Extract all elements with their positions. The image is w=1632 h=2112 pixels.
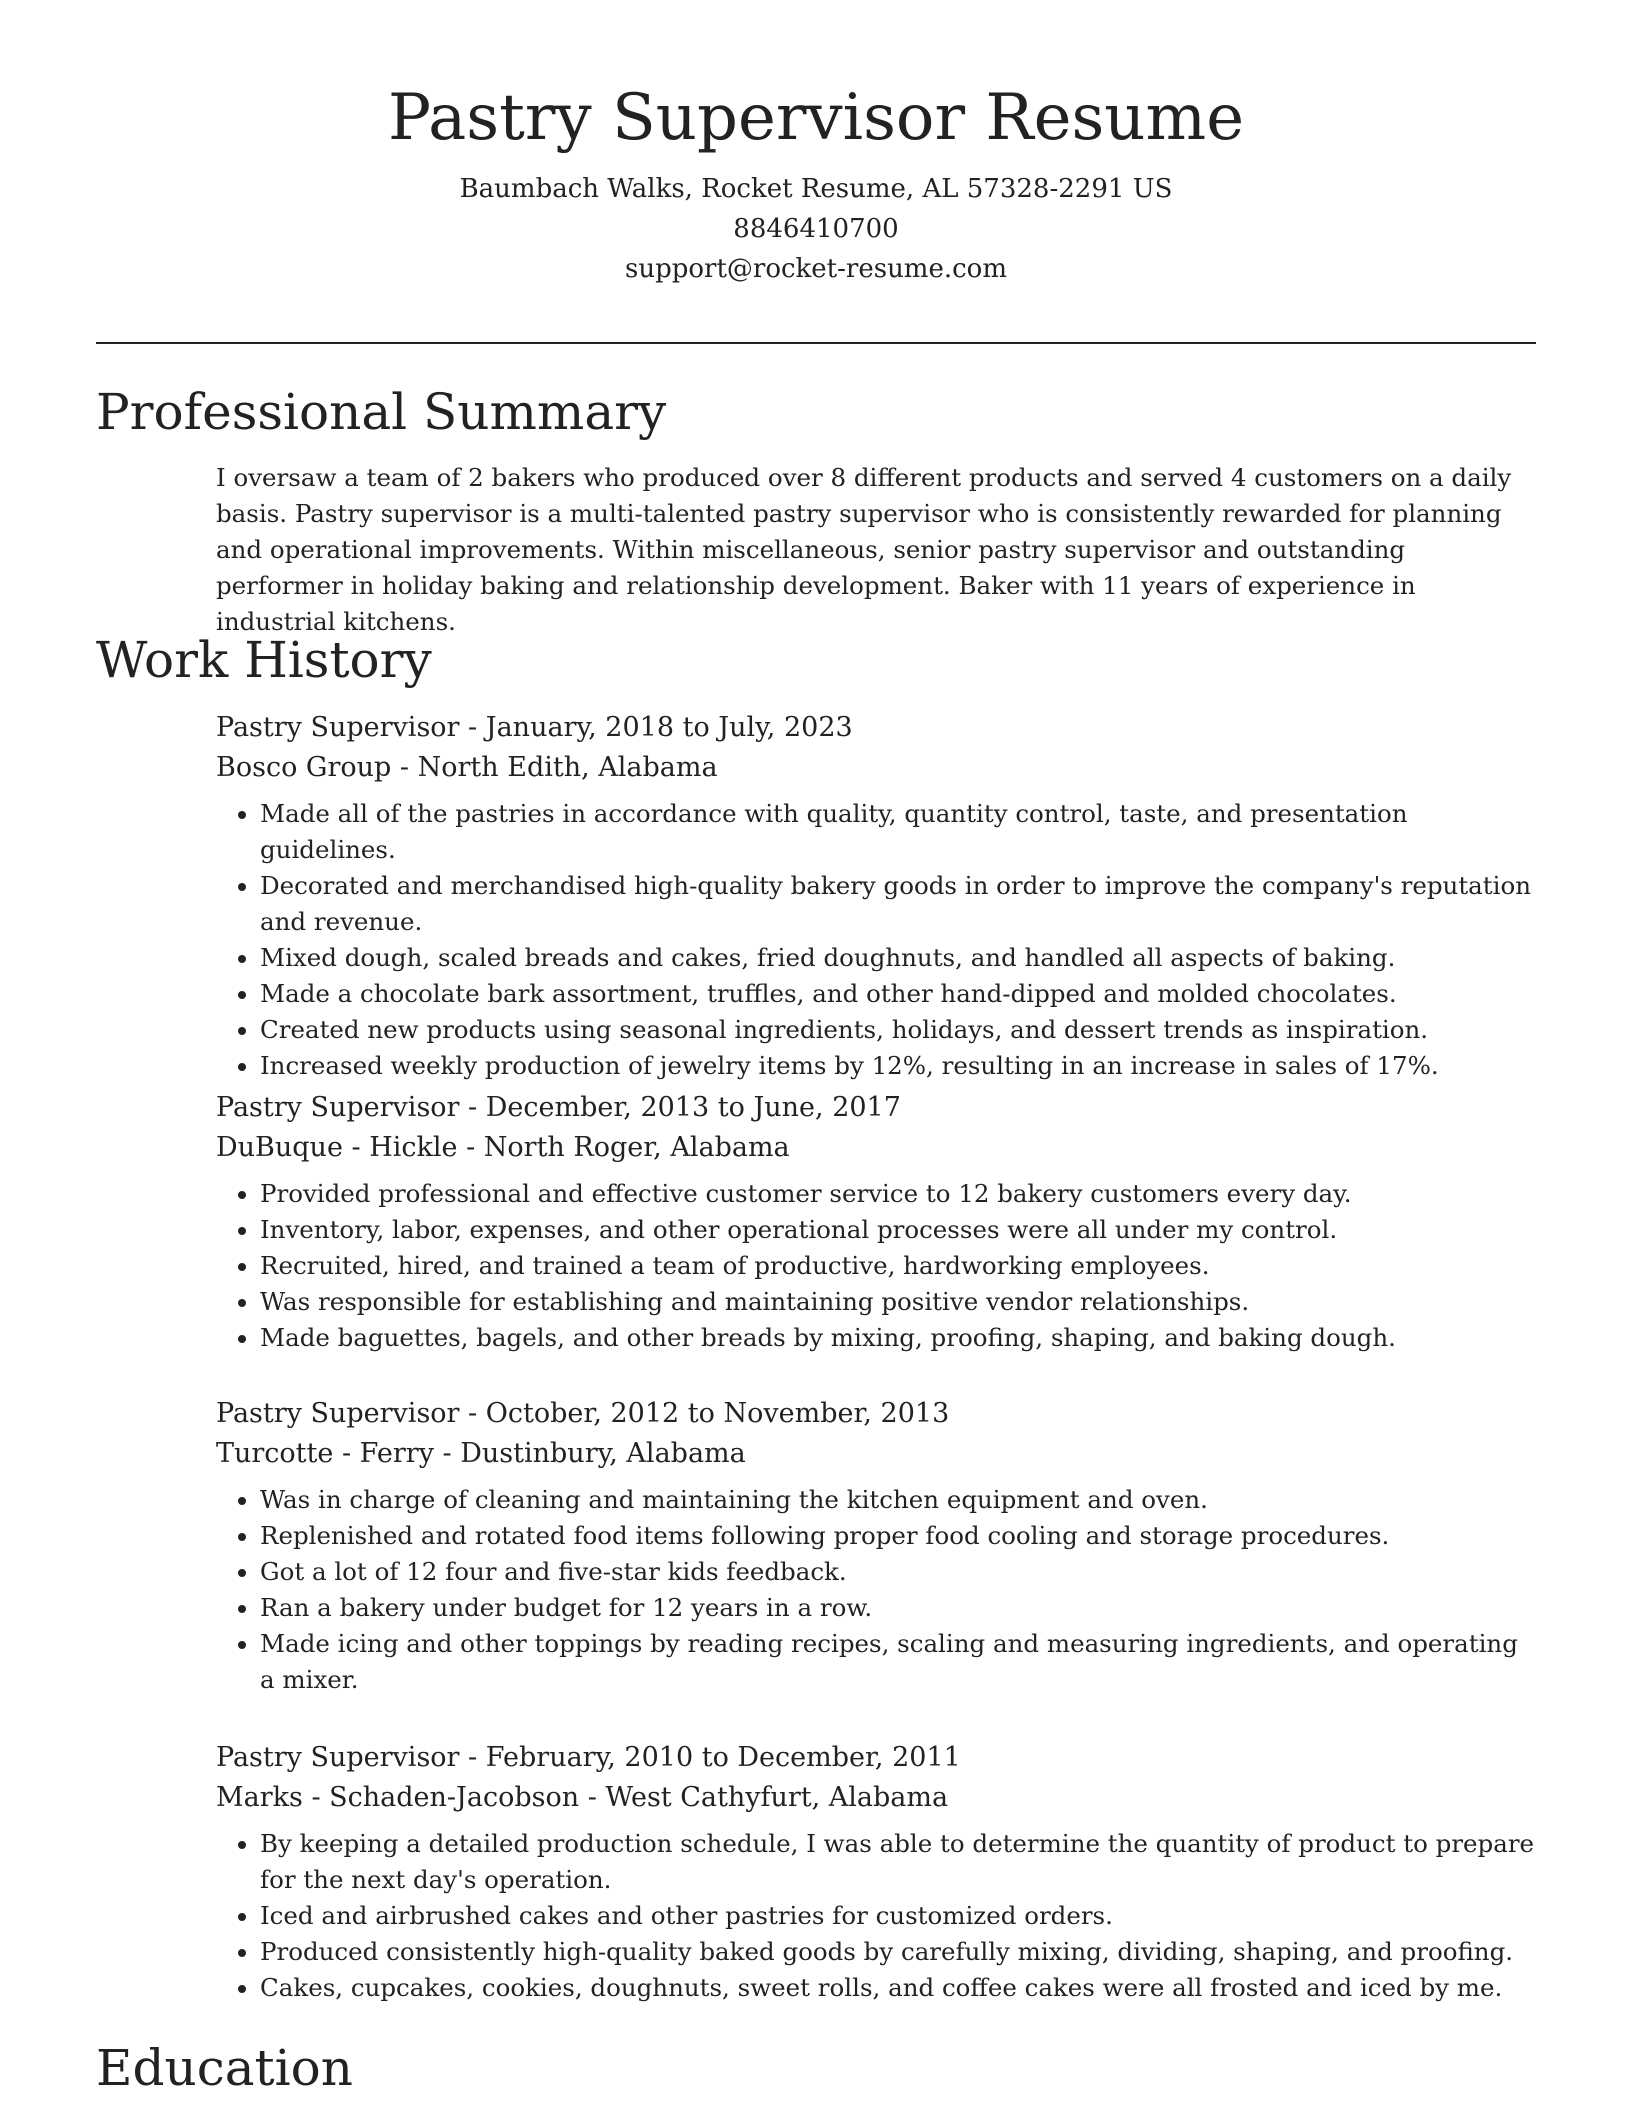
list-item: • By keeping a detailed production schedule, I was able to determine the quantity of product to prepare for the next day's operation. xyxy=(260,1826,1536,1898)
list-item: • Was responsible for establishing and maintaining positive vendor relationships. xyxy=(260,1284,1536,1320)
list-item: • Made all of the pastries in accordance with quality, quantity control, taste, and presentation guidelines. xyxy=(260,796,1536,868)
job-location: North Roger, Alabama xyxy=(483,1132,790,1163)
contact-block xyxy=(0,169,1632,289)
contact-address: Baumbach Walks, Rocket Resume, AL 57328-2291 US xyxy=(459,173,1173,204)
job-entry xyxy=(216,1088,1536,1356)
job-company-line: DuBuque - Hickle - North Roger, Alabama xyxy=(216,1132,790,1163)
job-title: Pastry Supervisor xyxy=(216,1092,460,1123)
list-item: • Provided professional and effective customer service to 12 bakery customers every day. xyxy=(260,1176,1536,1212)
list-item: • Made a chocolate bark assortment, truffles, and other hand-dipped and molded chocolates. xyxy=(260,976,1536,1012)
education-heading: Education xyxy=(96,2039,353,2097)
job-location: West Cathyfurt, Alabama xyxy=(605,1782,949,1813)
list-item: • Cakes, cupcakes, cookies, doughnuts, sweet rolls, and coffee cakes were all frosted and iced by me. xyxy=(260,1970,1536,2006)
job-company-line: Bosco Group - North Edith, Alabama xyxy=(216,752,718,783)
job-dates: February, 2010 to December, 2011 xyxy=(485,1742,961,1773)
job-title-line: Pastry Supervisor - October, 2012 to November, 2013 xyxy=(216,1398,950,1429)
contact-phone: 8846410700 xyxy=(733,213,899,244)
job-dates: December, 2013 to June, 2017 xyxy=(485,1092,901,1123)
job-title: Pastry Supervisor xyxy=(216,712,460,743)
job-company: DuBuque - Hickle xyxy=(216,1132,458,1163)
job-title-line: Pastry Supervisor - December, 2013 to June, 2017 xyxy=(216,1092,901,1123)
list-item: • Increased weekly production of jewelry items by 12%, resulting in an increase in sales of 17%. xyxy=(260,1048,1536,1084)
list-item: • Decorated and merchandised high-quality bakery goods in order to improve the company's reputation and revenue. xyxy=(260,868,1536,940)
work-history-heading: Work History xyxy=(96,631,432,689)
summary-heading: Professional Summary xyxy=(96,383,667,441)
job-location: Dustinbury, Alabama xyxy=(460,1438,746,1469)
job-company: Turcotte - Ferry xyxy=(216,1438,434,1469)
list-item: • Inventory, labor, expenses, and other operational processes were all under my control. xyxy=(260,1212,1536,1248)
list-item: • Iced and airbrushed cakes and other pastries for customized orders. xyxy=(260,1898,1536,1934)
job-bullets xyxy=(216,1176,1536,1356)
list-item: • Produced consistently high-quality baked goods by carefully mixing, dividing, shaping, and proofing. xyxy=(260,1934,1536,1970)
list-item: • Created new products using seasonal ingredients, holidays, and dessert trends as inspiration. xyxy=(260,1012,1536,1048)
list-item: • Made icing and other toppings by reading recipes, scaling and measuring ingredients, and operating a mixer. xyxy=(260,1626,1536,1698)
list-item: • Got a lot of 12 four and five-star kids feedback. xyxy=(260,1554,1536,1590)
list-item: • Replenished and rotated food items following proper food cooling and storage procedures. xyxy=(260,1518,1536,1554)
job-title-line: Pastry Supervisor - February, 2010 to December, 2011 xyxy=(216,1742,961,1773)
job-title-line: Pastry Supervisor - January, 2018 to July, 2023 xyxy=(216,712,853,743)
job-entry xyxy=(216,1738,1536,2006)
job-bullets xyxy=(216,1482,1536,1698)
job-dates: October, 2012 to November, 2013 xyxy=(485,1398,950,1429)
job-bullets xyxy=(216,1826,1536,2006)
list-item: • Was in charge of cleaning and maintaining the kitchen equipment and oven. xyxy=(260,1482,1536,1518)
summary-text: I oversaw a team of 2 bakers who produced over 8 different products and served 4 customers on a daily basis. Pastry supervisor is a multi-talented pastry supervisor who is consistently rewarded for planning and operational improvements. Within miscellaneous, senior pastry supervisor and outstanding performer in holiday baking and relationship development. Baker with 11 years of experience in industrial kitchens. xyxy=(216,463,1512,636)
list-item: • Made baguettes, bagels, and other breads by mixing, proofing, shaping, and baking dough. xyxy=(260,1320,1536,1356)
resume-header xyxy=(0,80,1632,289)
job-company: Bosco Group xyxy=(216,752,392,783)
job-bullets xyxy=(216,796,1536,1084)
resume-title: Pastry Supervisor Resume xyxy=(387,81,1245,155)
job-dates: January, 2018 to July, 2023 xyxy=(485,712,853,743)
job-company: Marks - Schaden-Jacobson xyxy=(216,1782,580,1813)
job-company-line: Turcotte - Ferry - Dustinbury, Alabama xyxy=(216,1438,746,1469)
list-item: • Recruited, hired, and trained a team of productive, hardworking employees. xyxy=(260,1248,1536,1284)
job-location: North Edith, Alabama xyxy=(417,752,718,783)
job-entry xyxy=(216,1394,1536,1698)
job-entry xyxy=(216,708,1536,1084)
list-item: • Ran a bakery under budget for 12 years in a row. xyxy=(260,1590,1536,1626)
list-item: • Mixed dough, scaled breads and cakes, fried doughnuts, and handled all aspects of baking. xyxy=(260,940,1536,976)
job-company-line: Marks - Schaden-Jacobson - West Cathyfurt, Alabama xyxy=(216,1782,949,1813)
job-title: Pastry Supervisor xyxy=(216,1398,460,1429)
contact-email: support@rocket-resume.com xyxy=(624,253,1007,284)
job-title: Pastry Supervisor xyxy=(216,1742,460,1773)
header-divider xyxy=(96,342,1536,344)
